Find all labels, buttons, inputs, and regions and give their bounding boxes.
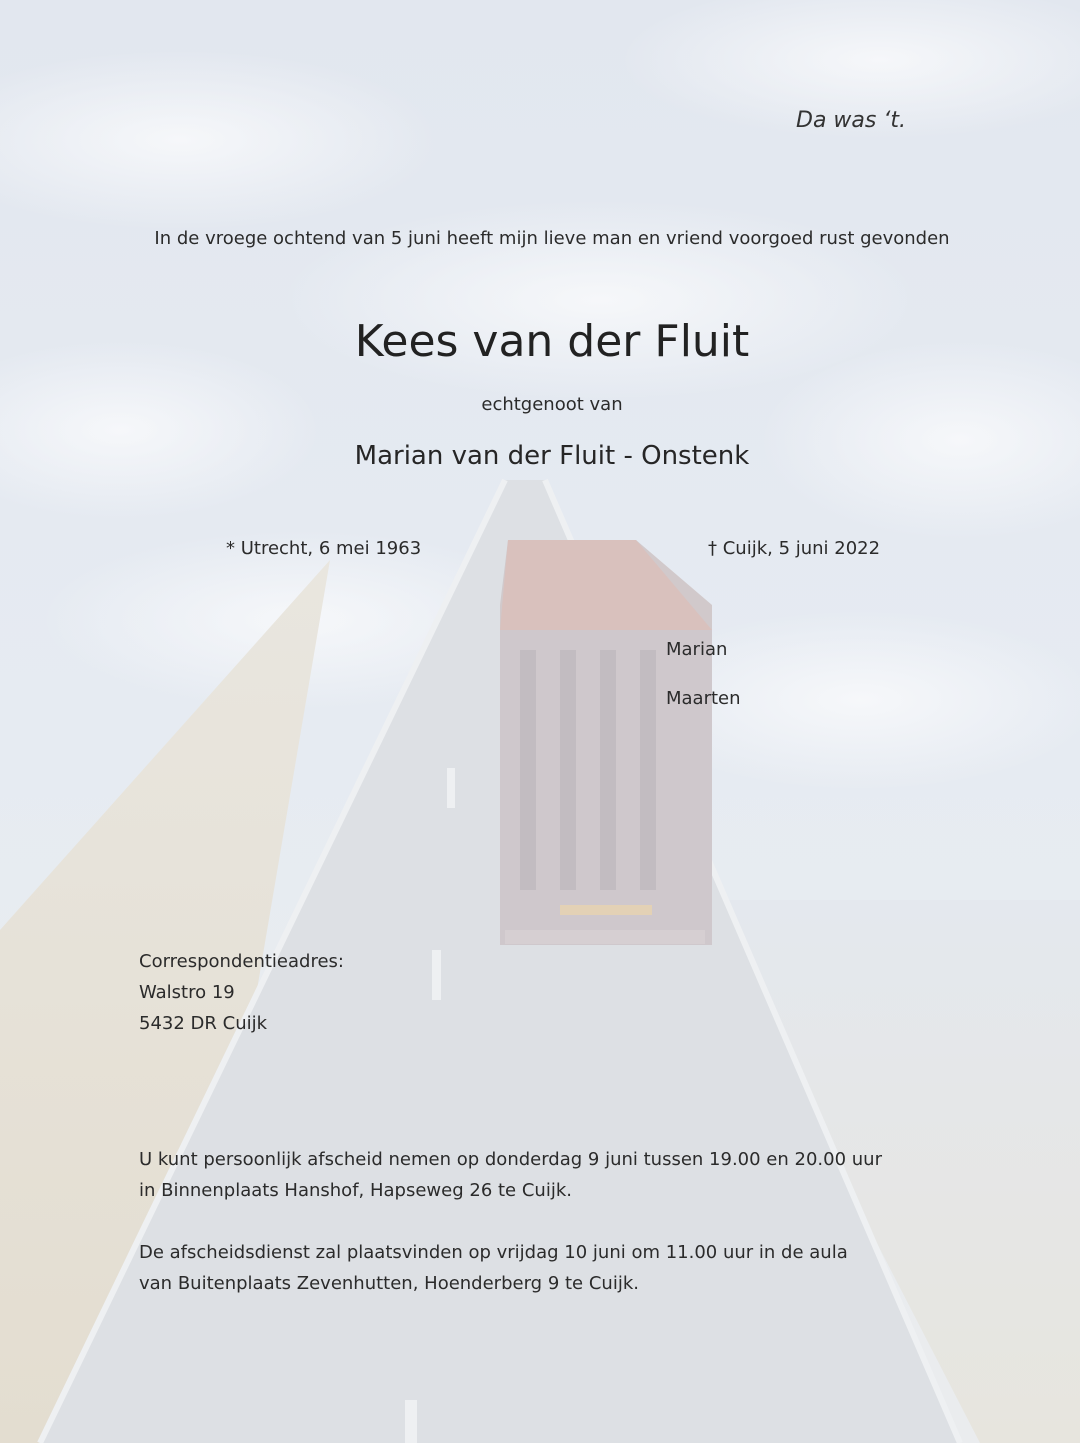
farewell-line-1: U kunt persoonlijk afscheid nemen op donderdag 9 juni tussen 19.00 en 20.00 uur (139, 1149, 882, 1170)
service-line-1: De afscheidsdienst zal plaatsvinden op vrijdag 10 juni om 11.00 uur in de aula (139, 1242, 848, 1263)
farewell-info (139, 1144, 882, 1206)
family-member: Maarten (666, 688, 741, 709)
correspondence-street: Walstro 19 (139, 982, 235, 1003)
intro-text: In de vroege ochtend van 5 juni heeft mijn lieve man en vriend voorgoed rust gevonden (154, 228, 950, 249)
deceased-name: Kees van der Fluit (354, 316, 750, 367)
relation-text: echtgenoot van (481, 394, 623, 415)
correspondence-city: 5432 DR Cuijk (139, 1013, 268, 1034)
service-info (139, 1237, 848, 1299)
correspondence-address (139, 946, 344, 1039)
farewell-line-2: in Binnenplaats Hanshof, Hapseweg 26 te Cuijk. (139, 1180, 572, 1201)
service-line-2: van Buitenplaats Zevenhutten, Hoenderberg 9 te Cuijk. (139, 1273, 639, 1294)
family-member: Marian (666, 639, 728, 660)
birth-info: * Utrecht, 6 mei 1963 (226, 538, 422, 559)
spouse-name: Marian van der Fluit - Onstenk (354, 441, 750, 471)
death-info: † Cuijk, 5 juni 2022 (708, 538, 881, 559)
correspondence-heading: Correspondentieadres: (139, 951, 344, 972)
motto: Da was ‘t. (796, 108, 906, 133)
